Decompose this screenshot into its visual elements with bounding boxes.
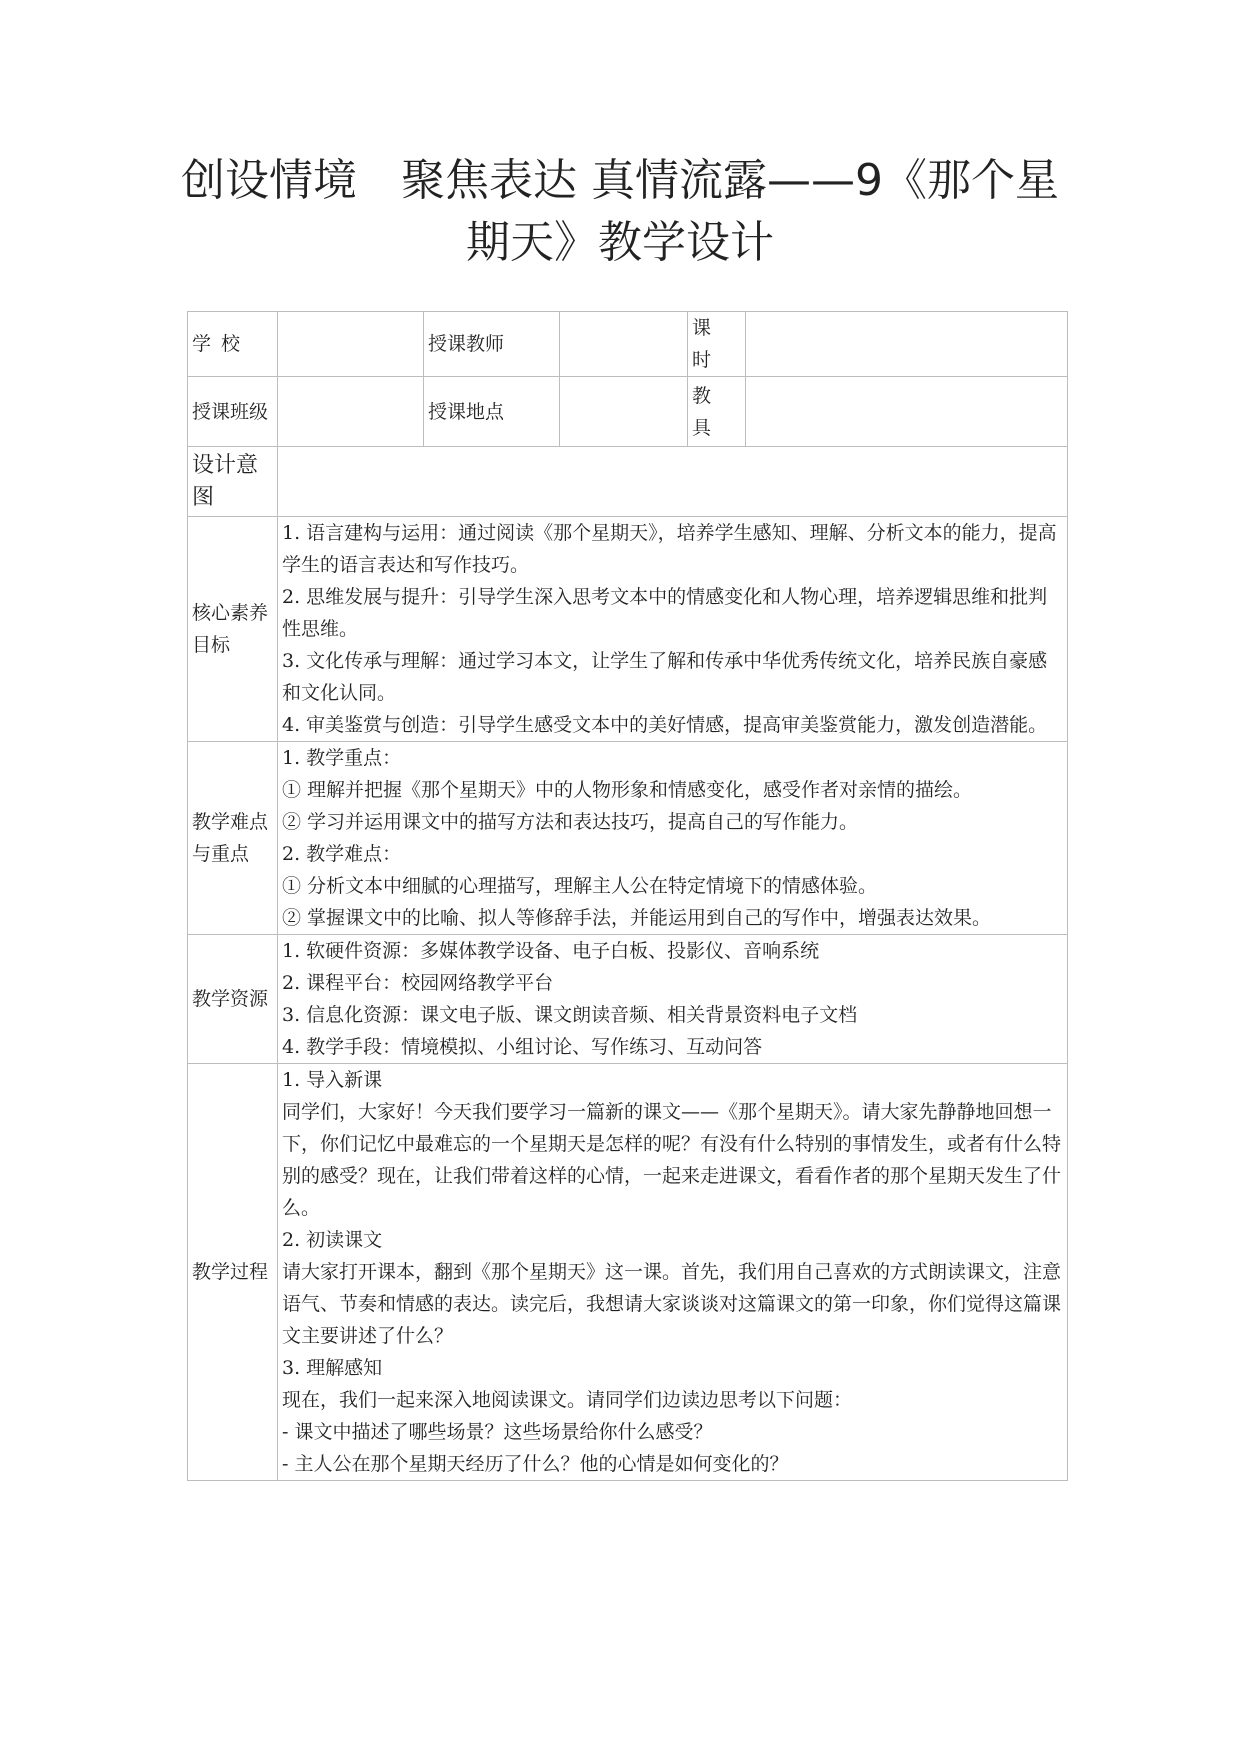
period-value bbox=[746, 312, 1068, 377]
tools-value bbox=[746, 377, 1068, 447]
period-label: 课 时 bbox=[688, 312, 746, 377]
list-item: 2. 初读课文 bbox=[282, 1229, 383, 1251]
resources-label: 教学资源 bbox=[188, 935, 278, 1064]
list-item: ② 学习并运用课文中的描写方法和表达技巧，提高自己的写作能力。 bbox=[282, 811, 859, 833]
process-content bbox=[278, 1064, 1068, 1481]
list-item: 4. 教学手段：情境模拟、小组讨论、写作练习、互动问答 bbox=[282, 1036, 763, 1058]
list-item: 3. 文化传承与理解：通过学习本文，让学生了解和传承中华优秀传统文化，培养民族自豪感和文化认同。 bbox=[282, 650, 1048, 704]
tools-label: 教 具 bbox=[688, 377, 746, 447]
list-item: 2. 教学难点： bbox=[282, 843, 402, 865]
class-value bbox=[278, 377, 424, 447]
keypoints-content bbox=[278, 742, 1068, 935]
list-item: - 主人公在那个星期天经历了什么？他的心情是如何变化的？ bbox=[282, 1453, 789, 1475]
intent-value bbox=[278, 447, 1068, 517]
list-item: 2. 思维发展与提升：引导学生深入思考文本中的情感变化和人物心理，培养逻辑思维和批判性思维。 bbox=[282, 586, 1048, 640]
resources-content bbox=[278, 935, 1068, 1064]
table-row bbox=[188, 312, 1068, 377]
list-item: ① 理解并把握《那个星期天》中的人物形象和情感变化，感受作者对亲情的描绘。 bbox=[282, 779, 973, 801]
list-item: - 课文中描述了哪些场景？这些场景给你什么感受？ bbox=[282, 1421, 713, 1443]
table-row bbox=[188, 1064, 1068, 1481]
list-item: ② 掌握课文中的比喻、拟人等修辞手法，并能运用到自己的写作中，增强表达效果。 bbox=[282, 907, 992, 929]
list-item: 3. 理解感知 bbox=[282, 1357, 383, 1379]
school-value bbox=[278, 312, 424, 377]
list-item: 同学们，大家好！今天我们要学习一篇新的课文——《那个星期天》。请大家先静静地回想一下，你们记忆中最难忘的一个星期天是怎样的呢？有没有什么特别的事情发生，或者有什么特别的感受？现在，让我们带着这样的心情，一起来走进课文，看看作者的那个星期天发生了什么。 bbox=[282, 1101, 1062, 1219]
core-goals-content bbox=[278, 517, 1068, 742]
class-label: 授课班级 bbox=[188, 377, 278, 447]
list-item: 4. 审美鉴赏与创造：引导学生感受文本中的美好情感，提高审美鉴赏能力，激发创造潜能。 bbox=[282, 714, 1048, 736]
list-item: 1. 导入新课 bbox=[282, 1069, 383, 1091]
table-row bbox=[188, 517, 1068, 742]
page-title: 创设情境 聚焦表达 真情流露——9《那个星期天》教学设计 bbox=[181, 155, 1059, 268]
table-row bbox=[188, 377, 1068, 447]
list-item: 3. 信息化资源：课文电子版、课文朗读音频、相关背景资料电子文档 bbox=[282, 1004, 858, 1026]
list-item: 请大家打开课本，翻到《那个星期天》这一课。首先，我们用自己喜欢的方式朗读课文，注意语气、节奏和情感的表达。读完后，我想请大家谈谈对这篇课文的第一印象，你们觉得这篇课文主要讲述了什么？ bbox=[282, 1261, 1062, 1347]
teacher-label: 授课教师 bbox=[424, 312, 560, 377]
list-item: 1. 软硬件资源：多媒体教学设备、电子白板、投影仪、音响系统 bbox=[282, 940, 820, 962]
keypoints-label: 教学难点与重点 bbox=[188, 742, 278, 935]
list-item: 1. 教学重点： bbox=[282, 747, 402, 769]
school-label: 学 校 bbox=[188, 312, 278, 377]
table-row bbox=[188, 742, 1068, 935]
process-label: 教学过程 bbox=[188, 1064, 278, 1481]
intent-label: 设计意图 bbox=[188, 447, 278, 517]
table-row bbox=[188, 935, 1068, 1064]
list-item: 现在，我们一起来深入地阅读课文。请同学们边读边思考以下问题： bbox=[282, 1389, 853, 1411]
table-row bbox=[188, 447, 1068, 517]
teacher-value bbox=[560, 312, 688, 377]
location-label: 授课地点 bbox=[424, 377, 560, 447]
list-item: 2. 课程平台：校园网络教学平台 bbox=[282, 972, 554, 994]
core-goals-label: 核心素养目标 bbox=[188, 517, 278, 742]
list-item: 1. 语言建构与运用：通过阅读《那个星期天》，培养学生感知、理解、分析文本的能力，提高学生的语言表达和写作技巧。 bbox=[282, 522, 1057, 576]
location-value bbox=[560, 377, 688, 447]
list-item: ① 分析文本中细腻的心理描写，理解主人公在特定情境下的情感体验。 bbox=[282, 875, 878, 897]
lesson-plan-table bbox=[187, 311, 1068, 1481]
